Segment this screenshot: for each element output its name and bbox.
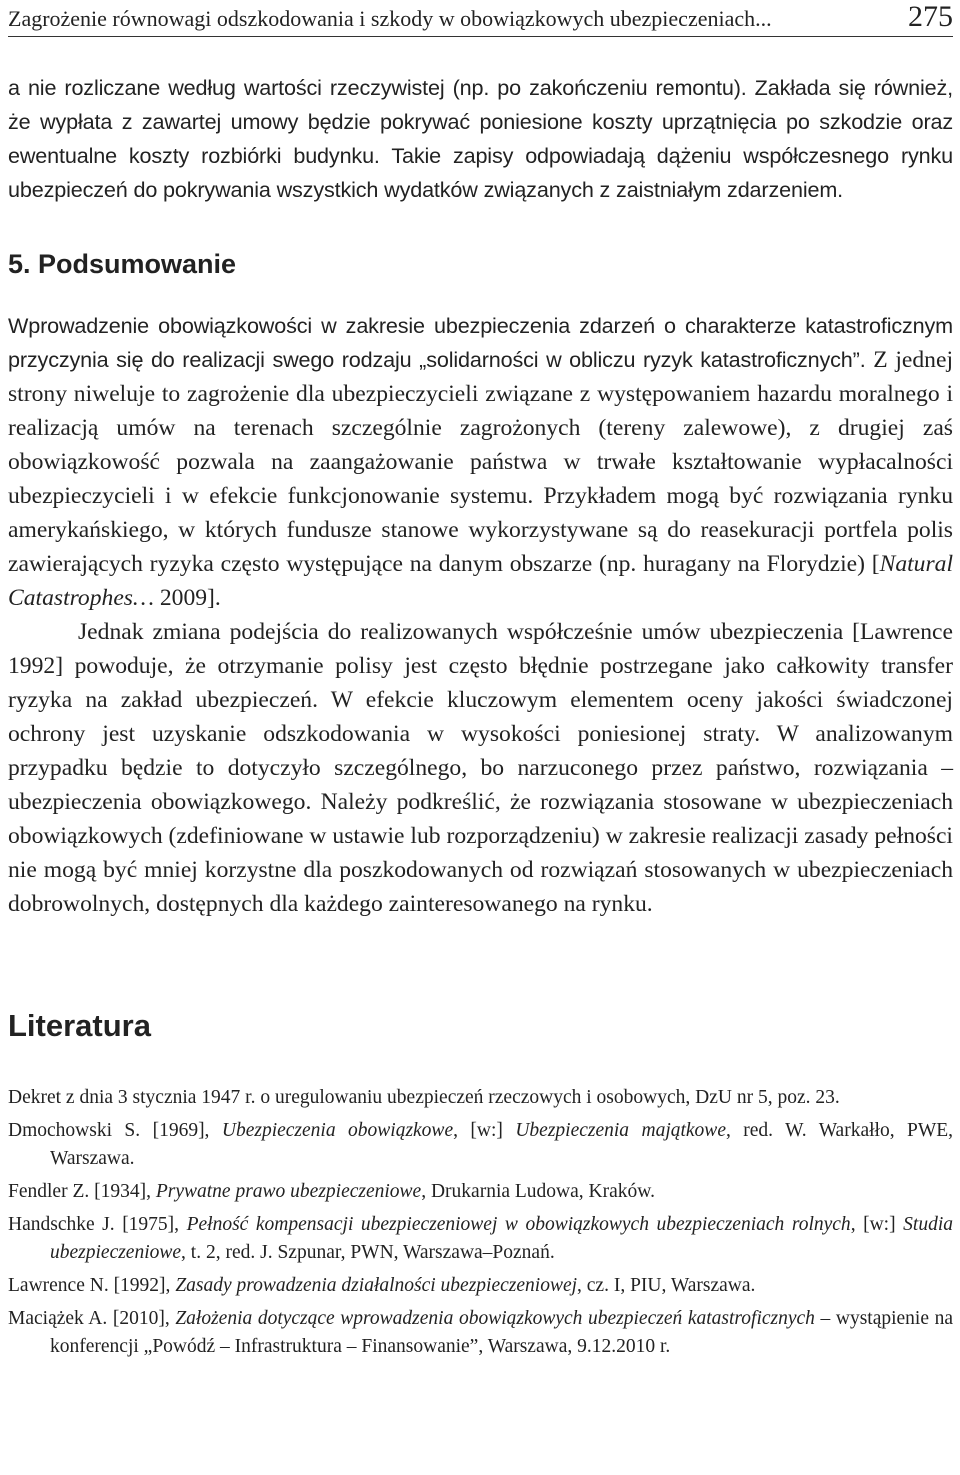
- section-heading: 5. Podsumowanie: [8, 249, 237, 279]
- ref-title: Założenia dotyczące wprowadzenia obowiązkowych ubezpieczeń katastroficznych: [175, 1308, 815, 1329]
- ref-publisher: , t. 2, red. J. Szpunar, PWN, Warszawa–Poznań.: [181, 1242, 555, 1263]
- reference-item: [8, 1178, 953, 1206]
- ref-author: Dmochowski S. [1969],: [8, 1120, 222, 1141]
- ref-author: Maciążek A. [2010],: [8, 1308, 176, 1329]
- ref-publisher: , red. W. Warkałło, PWE, Warszawa.: [50, 1120, 954, 1169]
- reference-item: [8, 1272, 953, 1300]
- ref-author: Lawrence N. [1992],: [8, 1275, 176, 1296]
- ref-title: Prywatne prawo ubezpieczeniowe: [155, 1181, 422, 1202]
- intro-paragraph: a nie rozliczane według wartości rzeczywistej (np. po zakończeniu remontu). Zakłada się również, że wypłata z zawartej umowy będzie pokrywać poniesione koszty uprzątnięcia po szkodzie oraz ewentualne koszty rozbiórki budynku. Takie zapisy odpowiadają dążeniu współczesnego rynku ubezpieczeń do pokrywania wszystkich wydatków związanych z zaistniałym zdarzeniem.: [8, 75, 953, 202]
- literature-heading: Literatura: [8, 1008, 151, 1043]
- running-title: Zagrożenie równowagi odszkodowania i szkody w obowiązkowych ubezpieczeniach...: [8, 6, 772, 31]
- summary-p1-sans: Wprowadzenie obowiązkowości w zakresie ubezpieczenia zdarzeń o charakterze katastroficznym przyczynia się do realizacji swego rodzaju „solidarności w obliczu ryzyk katastroficznych”.: [8, 313, 953, 372]
- summary-paragraph-2: Jednak zmiana podejścia do realizowanych współcześnie umów ubezpieczenia [Lawrence 1992] powoduje, że otrzymanie polisy jest często błędnie postrzegane jako całkowity transfer ryzyka na zakład ubezpieczeń. W efekcie kluczowym elementem oceny jakości świadczonej ochrony jest uzyskanie odszkodowania w wysokości poniesionej straty. W analizowanym przypadku będzie to dotyczyło szczególnego, bo narzuconego przez państwo, rozwiązania – ubezpieczenia obowiązkowego. Należy podkreślić, że rozwiązania stosowane w ubezpieczeniach obowiązkowych (zdefiniowane w ustawie lub rozporządzeniu) w zakresie realizacji zasady pełności nie mogą być mniej korzystne dla poszkodowanych od rozwiązań stosowanych w ubezpieczeniach dobrowolnych, dostępnych dla każdego zainteresowanego na rynku.: [8, 619, 953, 917]
- ref-publisher: , cz. I, PIU, Warszawa.: [577, 1275, 756, 1296]
- ref-title: Zasady prowadzenia działalności ubezpieczeniowej: [175, 1275, 578, 1296]
- summary-p1-text: Z jednej strony niweluje to zagrożenie dla ubezpieczycieli związane z występowaniem hazardu moralnego i realizacją umów na terenach szczególnie zagrożonych (tereny zalewowe), z drugiej zaś obowiązkowość pozwala na zaangażowanie państwa w trwałe kształtowanie wypłacalności ubezpieczycieli i w efekcie funkcjonowanie systemu. Przykładem mogą być rozwiązania rynku amerykańskiego, w których fundusze stanowe wykorzystywane są do reasekuracji portfela polis zawierających ryzyka często występujące na danym obszarze (np. huragany na Florydzie) [: [8, 347, 954, 577]
- ref-author: Handschke J. [1975],: [8, 1214, 187, 1235]
- reference-item: [8, 1117, 953, 1173]
- document-page: [8, 0, 953, 1366]
- reference-list: [8, 1084, 953, 1361]
- ref-text: , [w:]: [850, 1214, 904, 1235]
- summary-p1-end: 2009].: [153, 585, 221, 611]
- ref-collection: Studia ubezpieczeniowe: [50, 1214, 953, 1263]
- ref-publisher: , Drukarnia Ludowa, Kraków.: [421, 1181, 655, 1202]
- citation-italic: Natural Catastrophes…: [8, 551, 953, 611]
- page-number: 275: [908, 0, 953, 33]
- ref-text: Dekret z dnia 3 stycznia 1947 r. o uregulowaniu ubezpieczeń rzeczowych i osobowych, DzU nr 5, poz. 23.: [8, 1087, 840, 1108]
- running-header: [8, 0, 953, 37]
- ref-text: , [w:]: [453, 1120, 516, 1141]
- ref-text: – wystąpienie na konferencji „Powódź – Infrastruktura – Finansowanie”, Warszawa, 9.12.2010 r.: [50, 1308, 954, 1357]
- reference-item: [8, 1084, 953, 1112]
- ref-author: Fendler Z. [1934],: [8, 1181, 156, 1202]
- ref-title: Pełność kompensacji ubezpieczeniowej w obowiązkowych ubezpieczeniach rolnych: [186, 1214, 851, 1235]
- reference-item: [8, 1305, 953, 1361]
- reference-item: [8, 1211, 953, 1267]
- summary-paragraph-1: [8, 309, 953, 615]
- ref-collection: Ubezpieczenia majątkowe: [515, 1120, 726, 1141]
- ref-title: Ubezpieczenia obowiązkowe: [221, 1120, 454, 1141]
